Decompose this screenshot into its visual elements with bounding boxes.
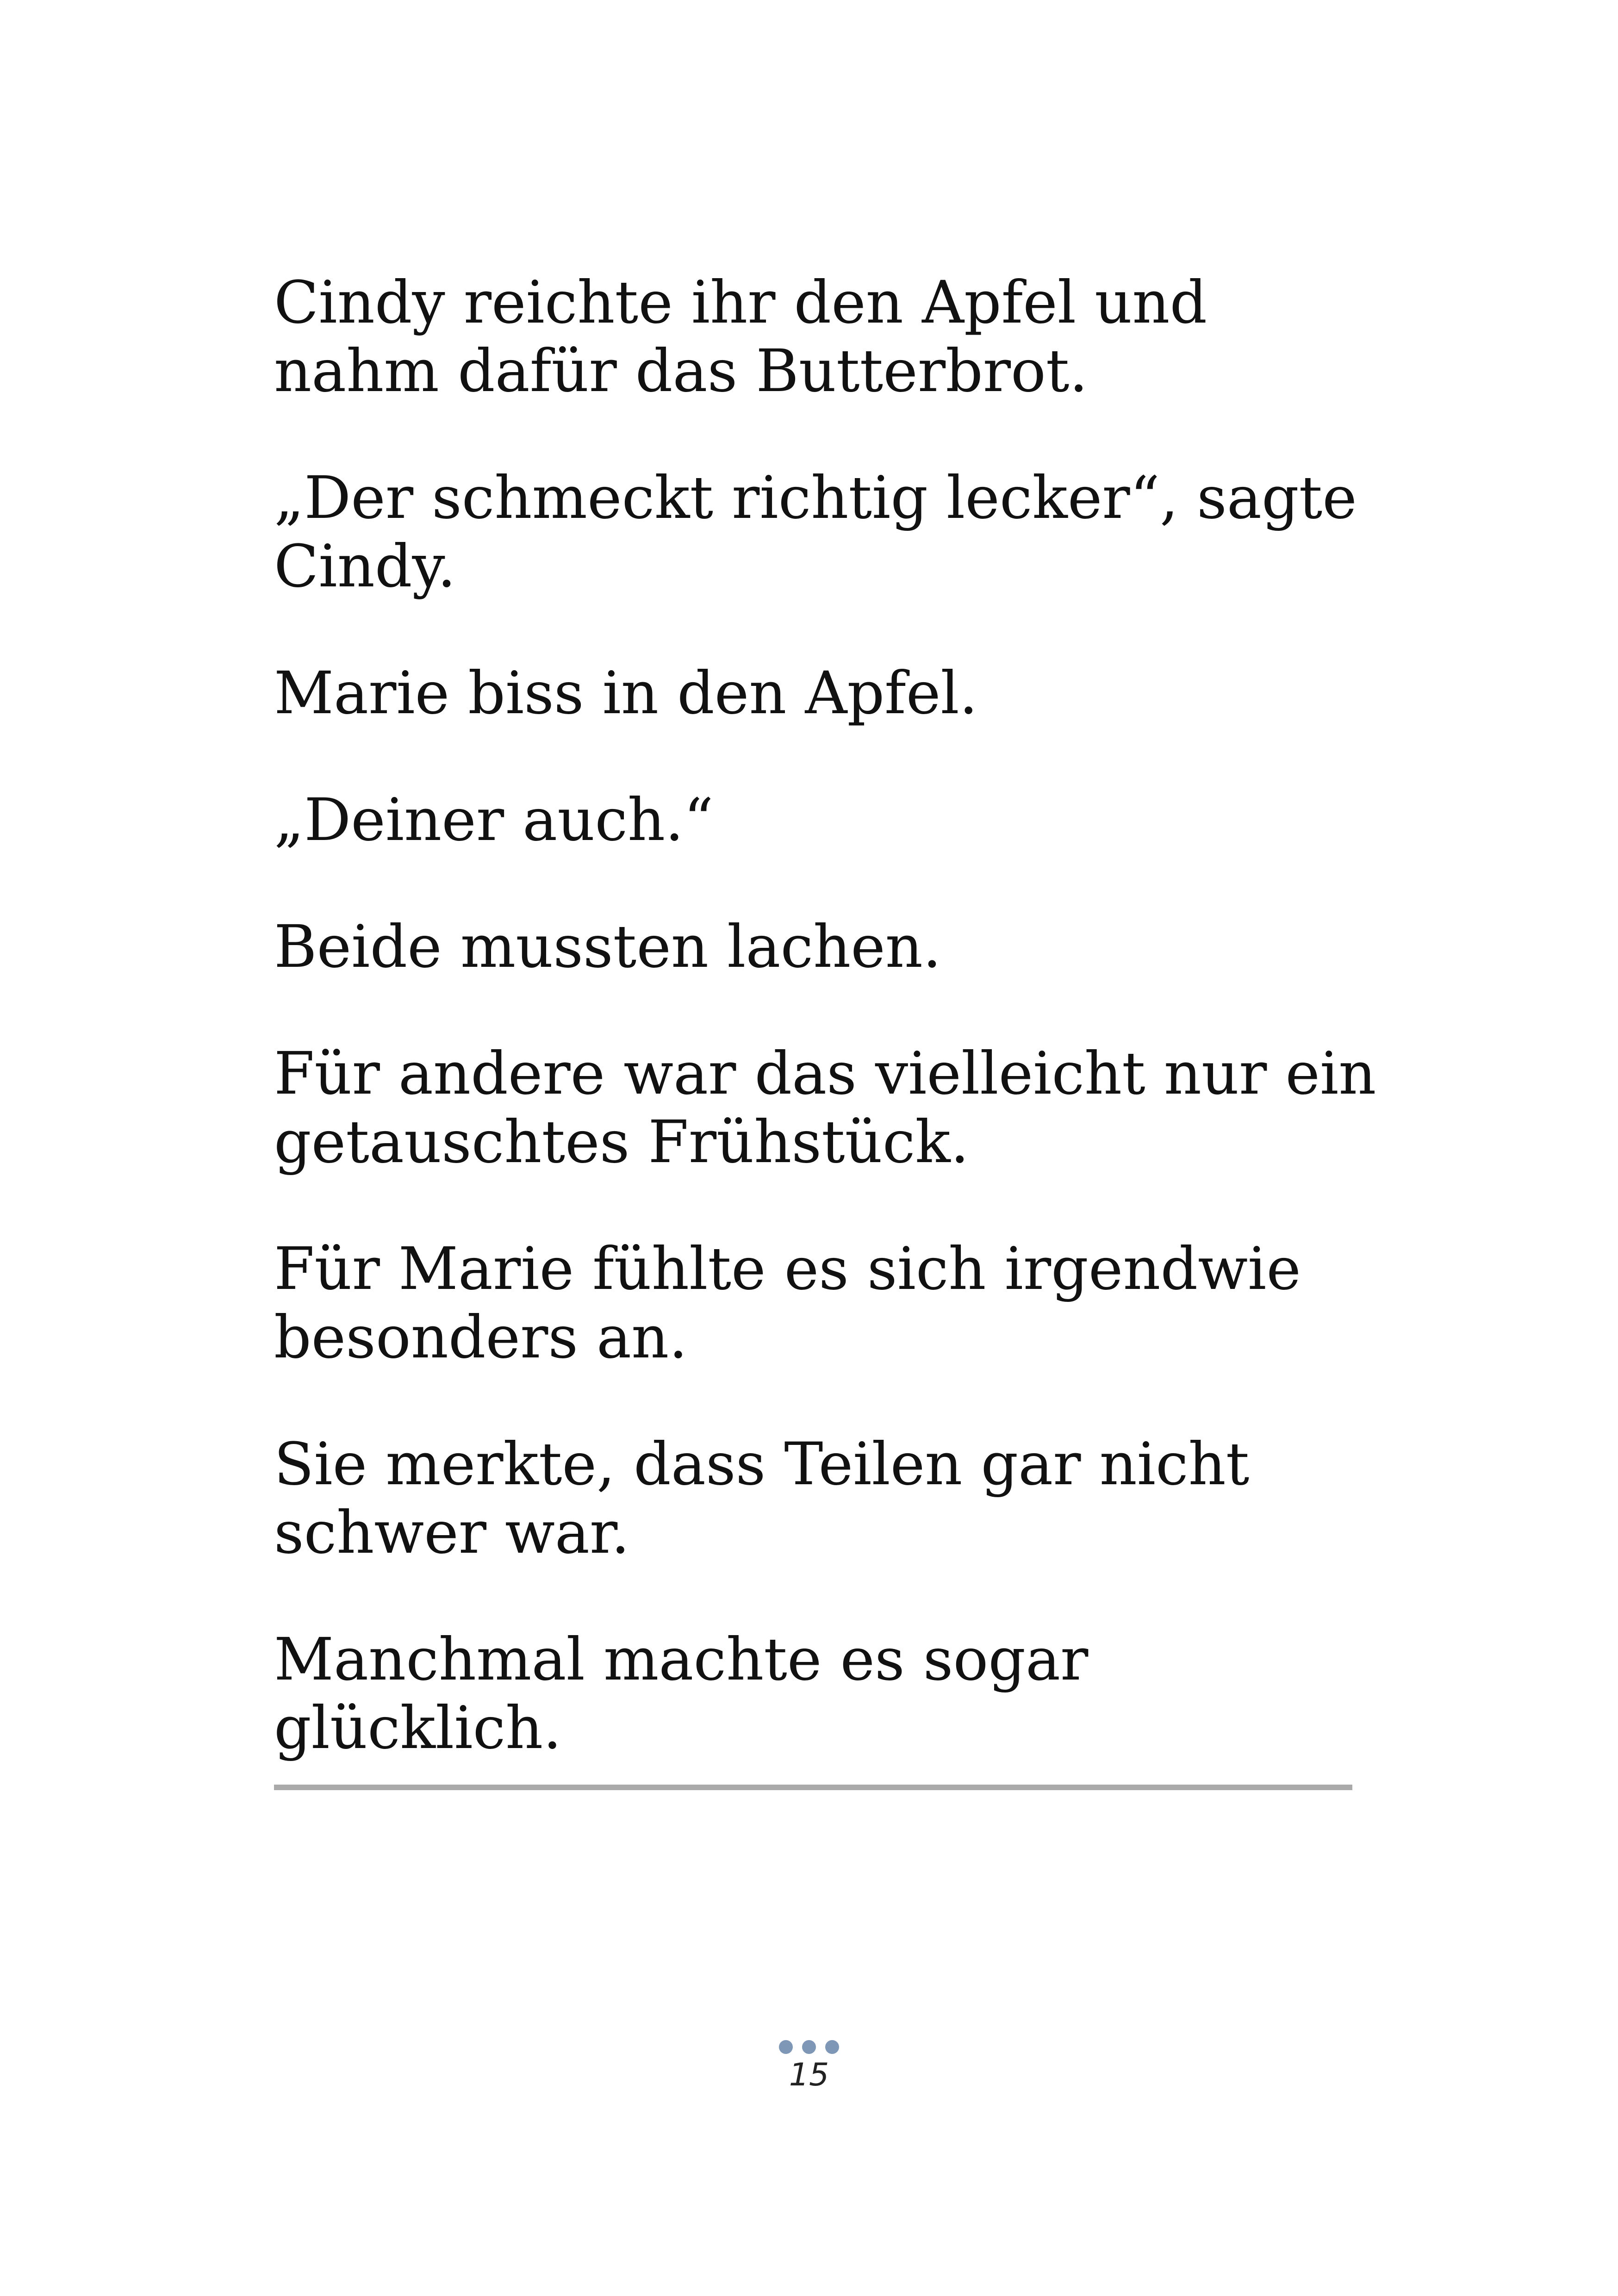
paragraph: Für andere war das vielleicht nur ein getauschtes Frühstück. — [274, 1039, 1376, 1176]
dot — [779, 2040, 793, 2054]
dot — [825, 2040, 839, 2054]
paragraph: „Deiner auch.“ — [274, 786, 714, 854]
paragraph: Marie biss in den Apfel. — [274, 659, 978, 727]
paragraph: Beide mussten lachen. — [274, 913, 941, 981]
paragraph: Cindy reichte ihr den Apfel und nahm dafür das Butterbrot. — [274, 268, 1207, 405]
paragraph: Sie merkte, dass Teilen gar nicht schwer war. — [274, 1430, 1250, 1567]
page-number: 15 — [789, 2057, 829, 2093]
three-dots-icon — [763, 2040, 855, 2054]
dot — [802, 2040, 816, 2054]
paragraph: Für Marie fühlte es sich irgendwie besonders an. — [274, 1235, 1301, 1371]
page-footer — [763, 2040, 855, 2105]
section-divider — [274, 1785, 1352, 1790]
story-text — [274, 268, 1385, 1821]
paragraph: Manchmal machte es sogar glücklich. — [274, 1625, 1089, 1762]
paragraph: „Der schmeckt richtig lecker“, sagte Cindy. — [274, 464, 1357, 600]
